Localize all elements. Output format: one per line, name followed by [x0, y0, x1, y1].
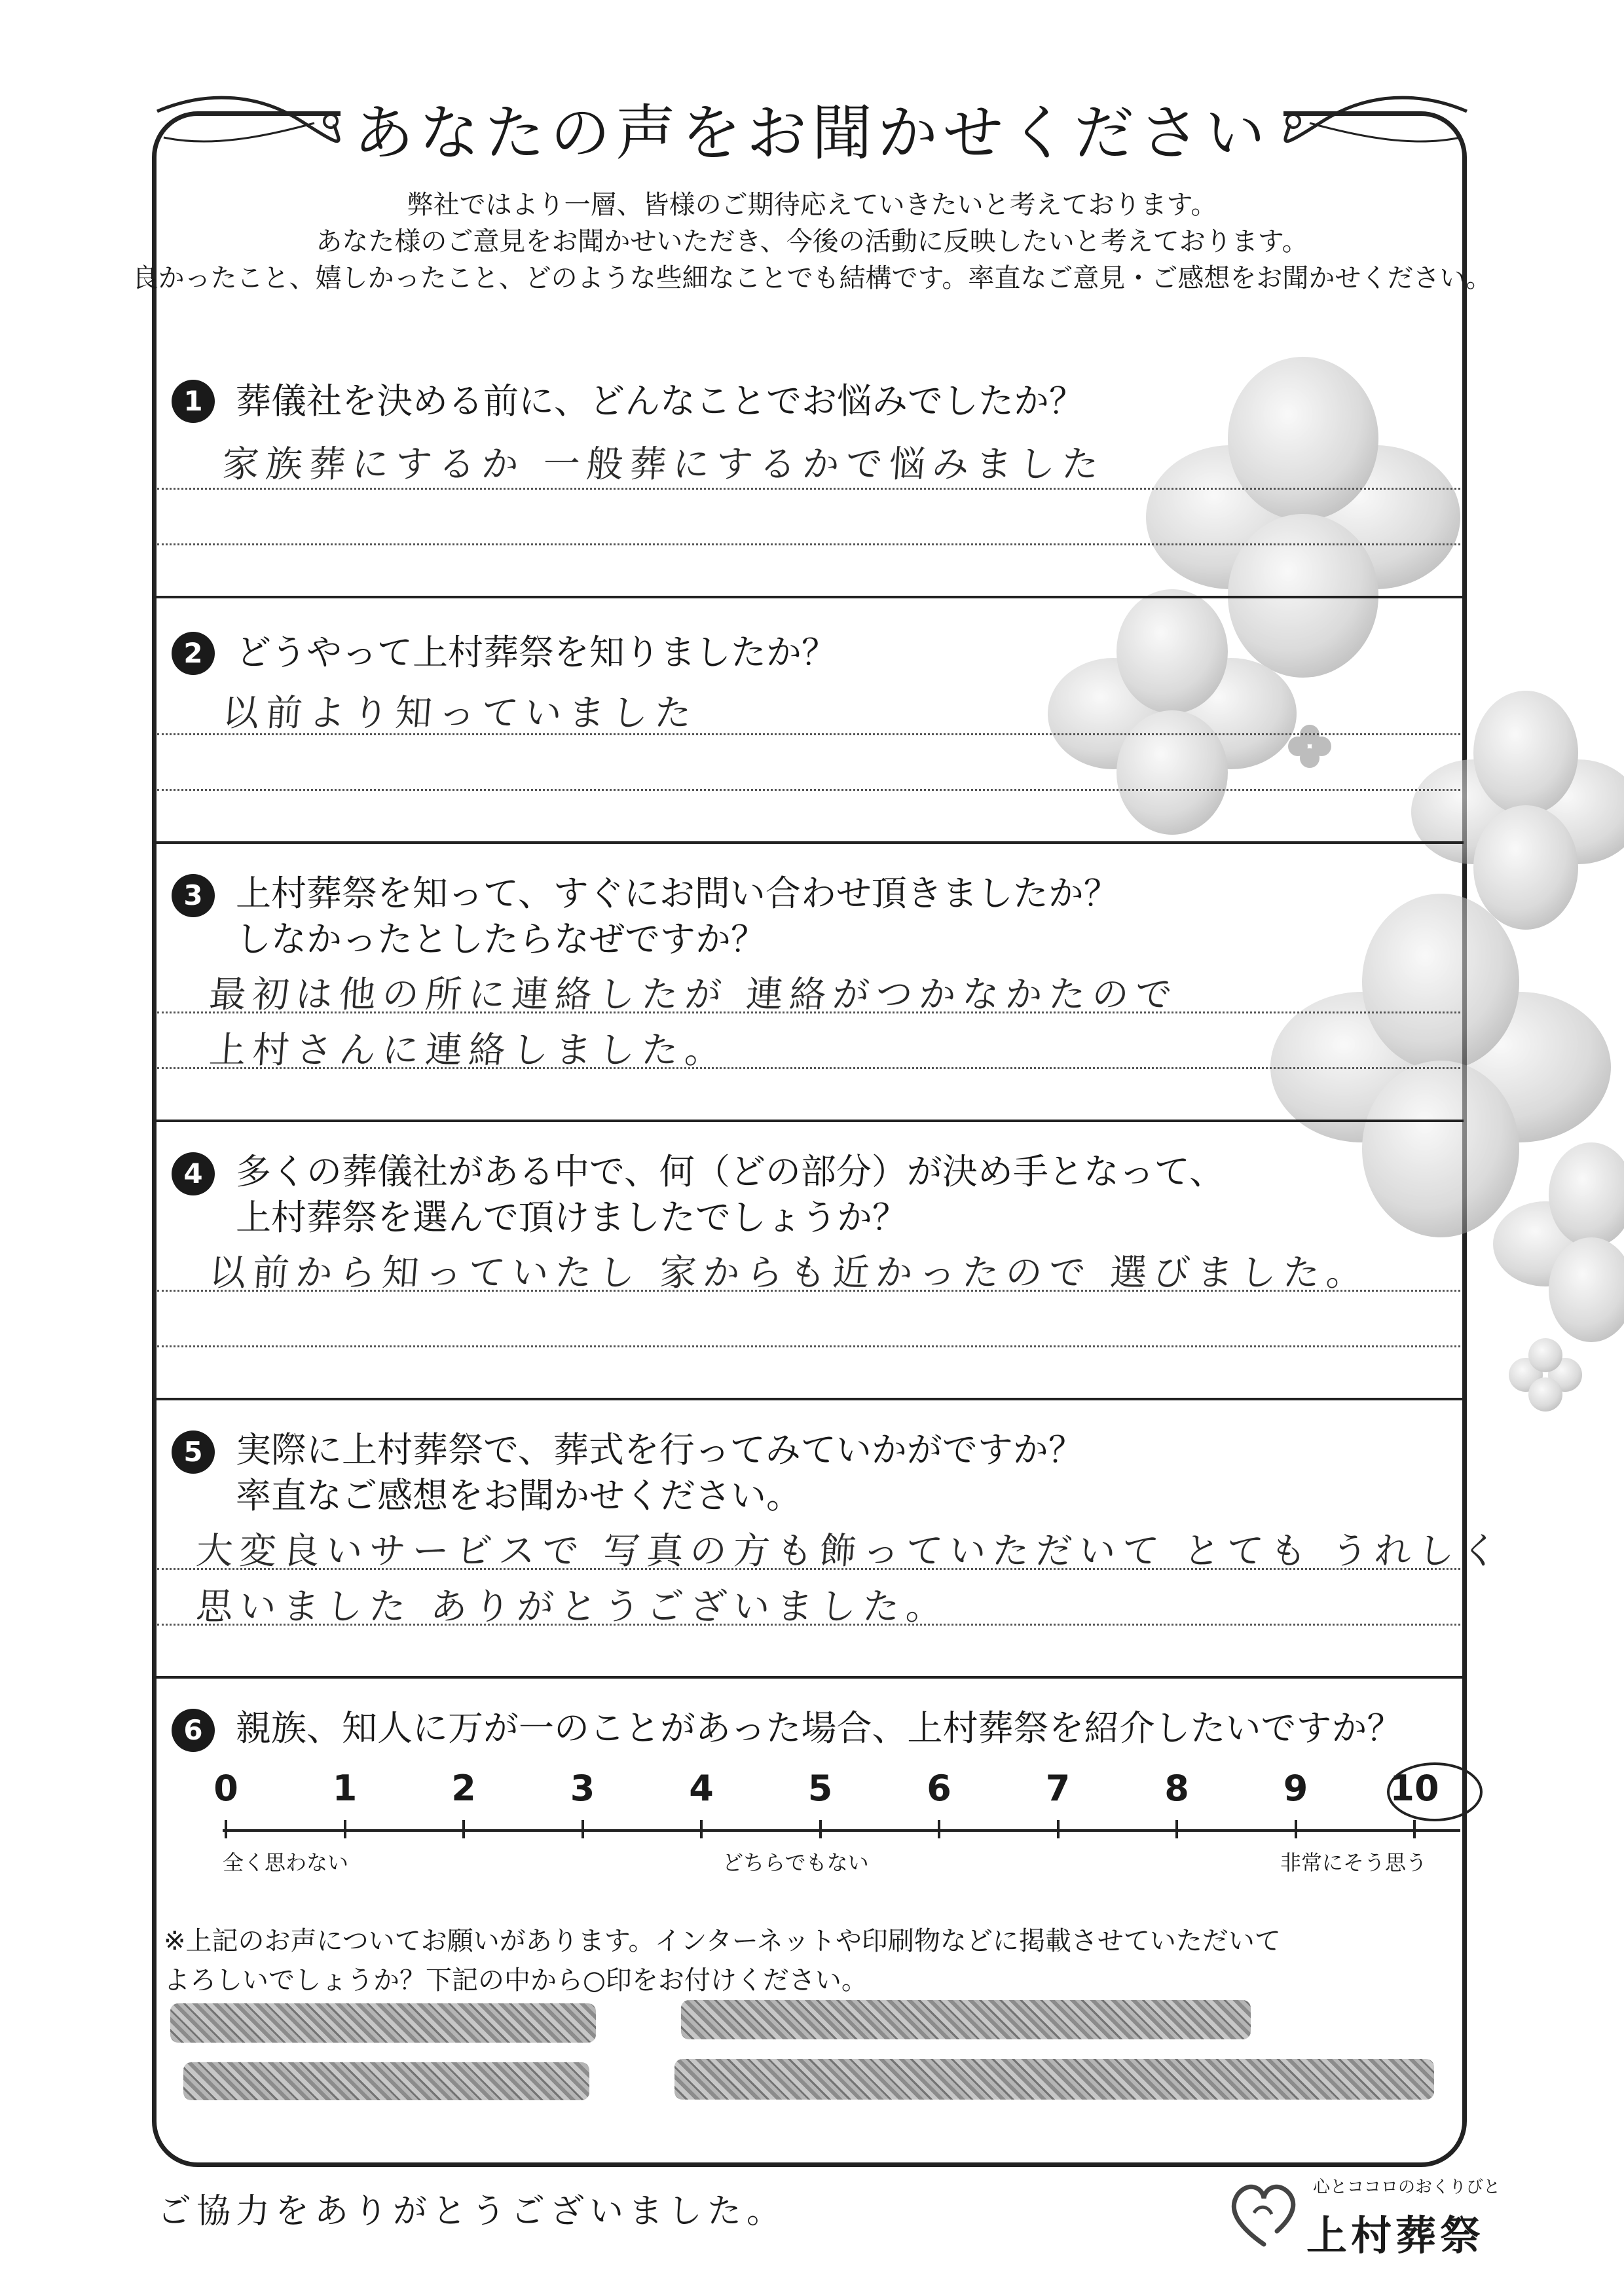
- section-divider: [154, 596, 1464, 598]
- intro-line-3: 良かったこと、嬉しかったこと、どのような些細なことでも結構です。率直なご意見・ご感想をお聞かせください。: [132, 263, 1492, 293]
- scale-tick-10: [1413, 1820, 1416, 1838]
- scale-tick-6: [938, 1820, 940, 1838]
- question-4-text-1: 多くの葬儀社がある中で、何（どの部分）が決め手となって、: [236, 1151, 1225, 1192]
- scale-option-4[interactable]: 4: [689, 1768, 714, 1809]
- section-divider: [154, 1398, 1464, 1400]
- scale-tick-4: [700, 1820, 703, 1838]
- redacted-area: [681, 2000, 1251, 2039]
- scale-option-3[interactable]: 3: [570, 1768, 595, 1809]
- question-3-text-1: 上村葬祭を知って、すぐにお問い合わせ頂きましたか？: [236, 873, 1119, 914]
- answer-line: [157, 1568, 1460, 1570]
- answer-2-line-1: 以前より知っていました: [221, 692, 699, 735]
- answer-line: [157, 733, 1460, 735]
- scale-tick-3: [581, 1820, 584, 1838]
- question-number-5: 5: [172, 1430, 215, 1474]
- question-6-text: 親族、知人に万が一のことがあった場合、上村葬祭を紹介したいですか？: [236, 1707, 1403, 1749]
- scale-option-10[interactable]: 10: [1390, 1768, 1439, 1809]
- scale-option-0[interactable]: 0: [213, 1768, 238, 1809]
- scale-mid-label: どちらでもない: [722, 1850, 869, 1875]
- answer-line: [157, 1011, 1460, 1013]
- question-number-3: 3: [172, 874, 215, 917]
- section-divider: [154, 1676, 1464, 1679]
- answer-line: [157, 1624, 1460, 1626]
- page-title: あなたの声をお聞かせください: [353, 98, 1270, 168]
- intro-line-2: あなた様のご意見をお聞かせいただき、今後の活動に反映したいと考えております。: [316, 227, 1308, 257]
- scale-high-label: 非常にそう思う: [1280, 1850, 1428, 1875]
- answer-1-line-1: 家族葬にするか 一般葬にするかで悩みました: [221, 443, 1107, 486]
- section-divider: [154, 841, 1464, 844]
- answer-line: [157, 1345, 1460, 1347]
- question-4-text-2: 上村葬祭を選んで頂けましたでしょうか？: [236, 1197, 908, 1238]
- section-divider: [154, 1120, 1464, 1122]
- scale-tick-8: [1175, 1820, 1178, 1838]
- answer-line: [157, 488, 1460, 490]
- answer-line: [157, 789, 1460, 791]
- question-number-2: 2: [172, 632, 215, 675]
- scale-option-5[interactable]: 5: [807, 1768, 833, 1809]
- question-number-1: 1: [172, 380, 215, 423]
- notice-line-1: ※上記のお声についてお願いがあります。インターネットや印刷物などに掲載させていただいて: [164, 1926, 1281, 1956]
- answer-5-line-2: 思いました ありがとうございました。: [194, 1586, 951, 1628]
- question-1-text: 葬儀社を決める前に、どんなことでお悩みでしたか？: [236, 380, 1084, 422]
- thanks-message: ご協力をありがとうございました。: [157, 2192, 786, 2231]
- answer-line: [157, 1067, 1460, 1069]
- answer-3-line-2: 上村さんに連絡しました。: [208, 1029, 729, 1072]
- scale-tick-1: [344, 1820, 346, 1838]
- brand-tagline: 心とココロのおくりびと: [1313, 2178, 1501, 2197]
- scale-tick-9: [1295, 1820, 1297, 1838]
- scale-option-2[interactable]: 2: [451, 1768, 476, 1809]
- scale-option-6[interactable]: 6: [927, 1768, 951, 1809]
- scale-option-1[interactable]: 1: [332, 1768, 358, 1809]
- answer-line: [157, 543, 1460, 545]
- scale-tick-2: [462, 1820, 465, 1838]
- question-3-text-2: しなかったとしたらなぜですか？: [236, 919, 766, 960]
- rating-scale-line: [223, 1829, 1460, 1832]
- redacted-area: [170, 2003, 596, 2043]
- question-number-6: 6: [172, 1709, 215, 1752]
- redacted-area: [674, 2059, 1434, 2100]
- redacted-area: [183, 2062, 589, 2100]
- answer-5-line-1: 大変良いサービスで 写真の方も飾っていただいて とても うれしく: [194, 1530, 1506, 1573]
- intro-line-1: 弊社ではより一層、皆様のご期待応えていきたいと考えております。: [407, 190, 1217, 220]
- scale-low-label: 全く思わない: [223, 1850, 349, 1875]
- scale-tick-0: [225, 1820, 227, 1838]
- answer-line: [157, 1290, 1460, 1292]
- scale-option-9[interactable]: 9: [1283, 1768, 1308, 1809]
- notice-line-2: よろしいでしょうか？下記の中から○印をお付けください。: [164, 1965, 868, 1995]
- scale-tick-7: [1057, 1820, 1060, 1838]
- brand-name: 上村葬祭: [1306, 2212, 1485, 2259]
- question-5-text-2: 率直なご感想をお聞かせください。: [236, 1475, 802, 1516]
- scale-option-7[interactable]: 7: [1045, 1768, 1071, 1809]
- question-5-text-1: 実際に上村葬祭で、葬式を行ってみていかがですか？: [236, 1429, 1084, 1470]
- selected-rating-circle: [1387, 1762, 1483, 1821]
- question-number-4: 4: [172, 1152, 215, 1195]
- scale-tick-5: [819, 1820, 822, 1838]
- clover-background-icon: [936, 314, 1624, 1597]
- question-2-text: どうやって上村葬祭を知りましたか？: [236, 632, 837, 673]
- scale-option-8[interactable]: 8: [1164, 1768, 1189, 1809]
- answer-4-line-1: 以前から知っていたし 家からも近かったので 選びました。: [208, 1252, 1371, 1294]
- heart-logo-icon: [1225, 2174, 1303, 2252]
- answer-3-line-1: 最初は他の所に連絡したが 連絡がつかなかたので: [208, 974, 1180, 1016]
